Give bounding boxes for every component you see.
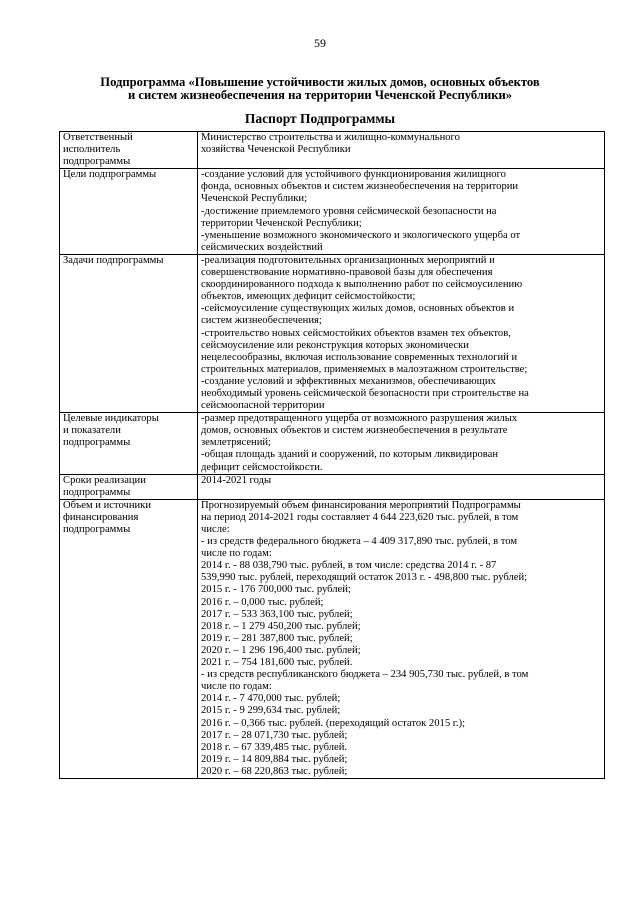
content-line: 2018 г. – 67 339,485 тыс. рублей.	[201, 741, 348, 753]
row-content-goals	[198, 169, 605, 255]
content-line: 2014-2021 годы	[201, 474, 272, 486]
content-line: 2016 г. – 0,000 тыс. рублей;	[201, 596, 324, 608]
content-line: 539,990 тыс. рублей, переходящий остаток 2013 г. - 498,800 тыс. рублей;	[201, 572, 528, 584]
content-line: 2019 г. – 281 387,800 тыс. рублей;	[201, 632, 353, 644]
content-line: 2017 г. – 28 071,730 тыс. рублей;	[201, 729, 348, 741]
content-line: Прогнозируемый объем финансирования мероприятий Подпрограммы	[201, 499, 521, 511]
row-label-goals	[60, 169, 198, 255]
content-line: -общая площадь зданий и сооружений, по которым ликвидирован	[201, 449, 499, 461]
content-line: -сейсмоусиление существующих жилых домов, основных объектов и	[201, 303, 515, 315]
content-line: 2019 г. – 14 809,884 тыс. рублей;	[201, 753, 348, 765]
label-line: и показатели	[63, 425, 121, 437]
content-line: систем жизнеобеспечения;	[201, 315, 322, 327]
label-line: подпрограммы	[63, 437, 131, 449]
content-line: строительных материалов, применяемых в малоэтажном строительстве;	[201, 363, 528, 375]
label-line: Задачи подпрограммы	[63, 254, 164, 266]
content-line: сейсмоусиление или реконструкция которых экономически	[201, 339, 469, 351]
content-line: - из средств федерального бюджета – 4 409 317,890 тыс. рублей, в том	[201, 536, 518, 548]
content-line: 2015 г. - 9 299,634 тыс. рублей;	[201, 705, 341, 717]
content-line: 2021 г. – 754 181,600 тыс. рублей.	[201, 657, 353, 669]
content-line: необходимый уровень сейсмической безопасности при строительстве на	[201, 387, 529, 399]
label-line: исполнитель	[63, 144, 121, 156]
content-line: -уменьшение возможного экономического и экологического ущерба от	[201, 229, 521, 241]
title-line: Подпрограмма «Повышение устойчивости жилых домов, основных объектов	[100, 76, 540, 89]
content-line: -размер предотвращенного ущерба от возможного разрушения жилых	[201, 413, 518, 425]
content-line: числе по годам:	[201, 548, 272, 560]
label-line: Цели подпрограммы	[63, 169, 157, 181]
content-line: домов, основных объектов и систем жизнеобеспечения в результате	[201, 425, 508, 437]
page-number: 59	[314, 36, 326, 50]
content-line: объектов, имеющих дефицит сейсмостойкости;	[201, 291, 416, 303]
content-line: совершенствование нормативно-правовой базы для обеспечения	[201, 267, 493, 279]
row-label-target-indicators	[60, 413, 198, 474]
content-line: 2018 г. – 1 279 450,200 тыс. рублей;	[201, 620, 361, 632]
content-line: на период 2014-2021 годы составляет 4 644 223,620 тыс. рублей, в том	[201, 511, 519, 523]
passport-title: Паспорт Подпрограммы	[244, 111, 396, 126]
content-line: -создание условий и эффективных механизмов, обеспечивающих	[201, 375, 496, 387]
row-content-responsible-executor	[198, 132, 605, 169]
table-row	[60, 169, 605, 255]
row-content-funding	[198, 499, 605, 778]
content-line: 2020 г. – 68 220,863 тыс. рублей;	[201, 765, 348, 777]
content-line: числе по годам:	[201, 681, 272, 693]
table-row	[60, 132, 605, 169]
content-line: 2020 г. – 1 296 196,400 тыс. рублей;	[201, 644, 361, 656]
table-row	[60, 474, 605, 499]
content-line: 2014 г. - 7 470,000 тыс. рублей;	[201, 693, 341, 705]
content-line: - из средств республиканского бюджета – 234 905,730 тыс. рублей, в том	[201, 669, 529, 681]
row-label-tasks	[60, 254, 198, 412]
content-line: -реализация подготовительных организационных мероприятий и	[201, 254, 495, 266]
content-line: хозяйства Чеченской Республики	[201, 144, 351, 156]
content-line: 2014 г. - 88 038,790 тыс. рублей, в том числе: средства 2014 г. - 87	[201, 560, 497, 572]
content-line: -создание условий для устойчивого функционирования жилищного	[201, 169, 506, 181]
label-line: Объем и источники	[63, 499, 151, 511]
label-line: Целевые индикаторы	[63, 413, 159, 425]
content-line: сейсмоопасной территории	[201, 400, 325, 412]
row-content-tasks	[198, 254, 605, 412]
content-line: фонда, основных объектов и систем жизнеобеспечения на территории	[201, 181, 519, 193]
row-label-funding	[60, 499, 198, 778]
passport-table	[59, 131, 605, 779]
content-line: 2015 г. - 176 700,000 тыс. рублей;	[201, 584, 351, 596]
table-row	[60, 254, 605, 412]
content-line: 2017 г. – 533 363,100 тыс. рублей;	[201, 608, 353, 620]
row-label-responsible-executor	[60, 132, 198, 169]
label-line: подпрограммы	[63, 156, 131, 168]
content-line: территории Чеченской Республики;	[201, 217, 362, 229]
content-line: дефицит сейсмостойкости.	[201, 461, 323, 473]
content-line: нецелесообразны, включая использование современных технологий и	[201, 351, 518, 363]
label-line: финансирования	[63, 511, 139, 523]
subprogram-title	[40, 76, 600, 102]
title-line: и систем жизнеобеспечения на территории Чеченской Республики»	[127, 89, 513, 102]
label-line: подпрограммы	[63, 524, 131, 535]
content-line: 2016 г. – 0,366 тыс. рублей. (переходящий остаток 2015 г.);	[201, 717, 466, 729]
row-content-timeframe	[198, 474, 605, 499]
content-line: Чеченской Республики;	[201, 193, 308, 205]
content-line: -строительство новых сейсмостойких объектов взамен тех объектов,	[201, 327, 511, 339]
content-line: землетрясений;	[201, 437, 271, 449]
row-label-timeframe	[60, 474, 198, 499]
content-line: скоординированного подхода к выполнению работ по сейсмоусилению	[201, 279, 523, 291]
content-line: Министерство строительства и жилищно-коммунального	[201, 132, 460, 143]
label-line: Ответственный	[63, 132, 133, 143]
table-row	[60, 499, 605, 778]
table-row	[60, 413, 605, 474]
content-line: сейсмических воздействий	[201, 241, 323, 253]
label-line: Сроки реализации	[63, 474, 146, 486]
content-line: -достижение приемлемого уровня сейсмической безопасности на	[201, 205, 497, 217]
content-line: числе:	[201, 524, 230, 535]
row-content-target-indicators	[198, 413, 605, 474]
label-line: подпрограммы	[63, 486, 131, 498]
